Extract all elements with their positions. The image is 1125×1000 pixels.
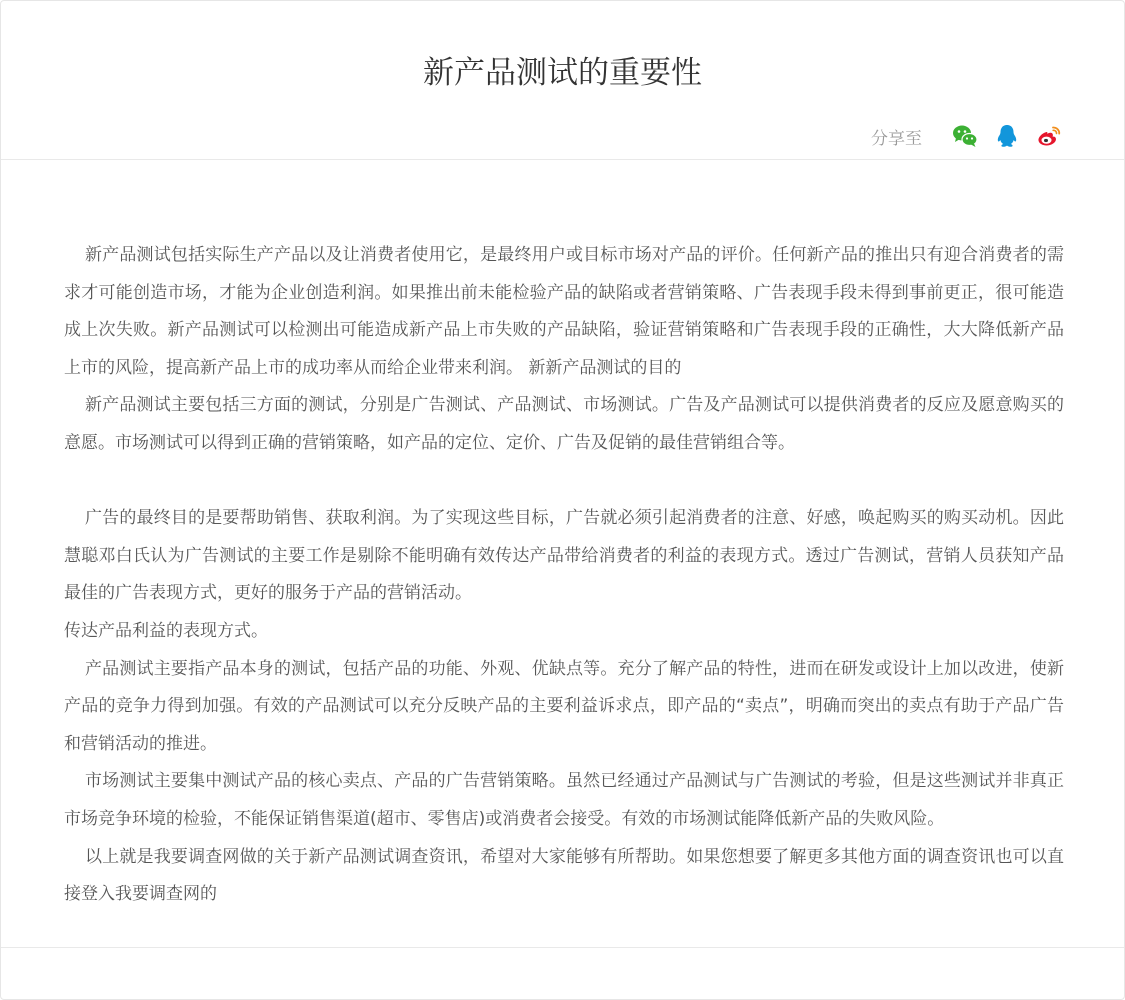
paragraph: 传达产品利益的表现方式。	[64, 620, 268, 641]
paragraph: 广告的最终目的是要帮助销售、获取利润。为了实现这些目标，广告就必须引起消费者的注意、好感，唤起购买的购买动机。因此慧聪邓白氏认为广告测试的主要工作是剔除不能明确有效传达产品带给消费者的利益的表现方式。透过广告测试，营销人员获知产品最佳的广告表现方式，更好的服务于产品的营销活动。	[64, 508, 1064, 604]
article-title: 新产品测试的重要性	[423, 55, 702, 91]
paragraph: 市场测试主要集中测试产品的核心卖点、产品的广告营销策略。虽然已经通过产品测试与广告测试的考验，但是这些测试并非真正市场竞争环境的检验，不能保证销售渠道(超市、零售店)或消费者会接受。有效的市场测试能降低新产品的失败风险。	[64, 771, 1064, 829]
paragraph: 以上就是我要调查网做的关于新产品测试调查资讯，希望对大家能够有所帮助。如果您想要了解更多其他方面的调查资讯也可以直接登入我要调查网的	[64, 846, 1064, 905]
paragraph: 新产品测试包括实际生产产品以及让消费者使用它，是最终用户或目标市场对产品的评价。任何新产品的推出只有迎合消费者的需求才可能创造市场，才能为企业创造利润。如果推出前未能检验产品的缺陷或者营销策略、广告表现手段未得到事前更正，很可能造成上次失败。新产品测试可以检测出可能造成新产品上市失败的产品缺陷，验证营销策略和广告表现手段的正确性，大大降低新产品上市的风险，提高新产品上市的成功率从而给企业带来利润。 新新产品测试的目的	[64, 245, 1064, 378]
article-body	[64, 237, 1064, 914]
paragraph: 产品测试主要指产品本身的测试，包括产品的功能、外观、优缺点等。充分了解产品的特性，进而在研发或设计上加以改进，使新产品的竞争力得到加强。有效的产品测试可以充分反映产品的主要利益诉求点，即产品的“卖点”，明确而突出的卖点有助于产品广告和营销活动的推进。	[64, 658, 1064, 754]
article-header	[1, 1, 1124, 160]
share-label: 分享至	[871, 128, 922, 149]
qq-icon[interactable]	[994, 123, 1020, 149]
wechat-icon[interactable]	[952, 123, 978, 149]
paragraph: 新产品测试主要包括三方面的测试，分别是广告测试、产品测试、市场测试。广告及产品测试可以提供消费者的反应及愿意购买的意愿。市场测试可以得到正确的营销策略，如产品的定位、定价、广告及促销的最佳营销组合等。	[64, 395, 1064, 453]
blank-line	[64, 463, 1064, 501]
weibo-icon[interactable]	[1036, 123, 1062, 149]
footer-divider	[1, 947, 1124, 948]
share-bar	[871, 121, 1062, 151]
